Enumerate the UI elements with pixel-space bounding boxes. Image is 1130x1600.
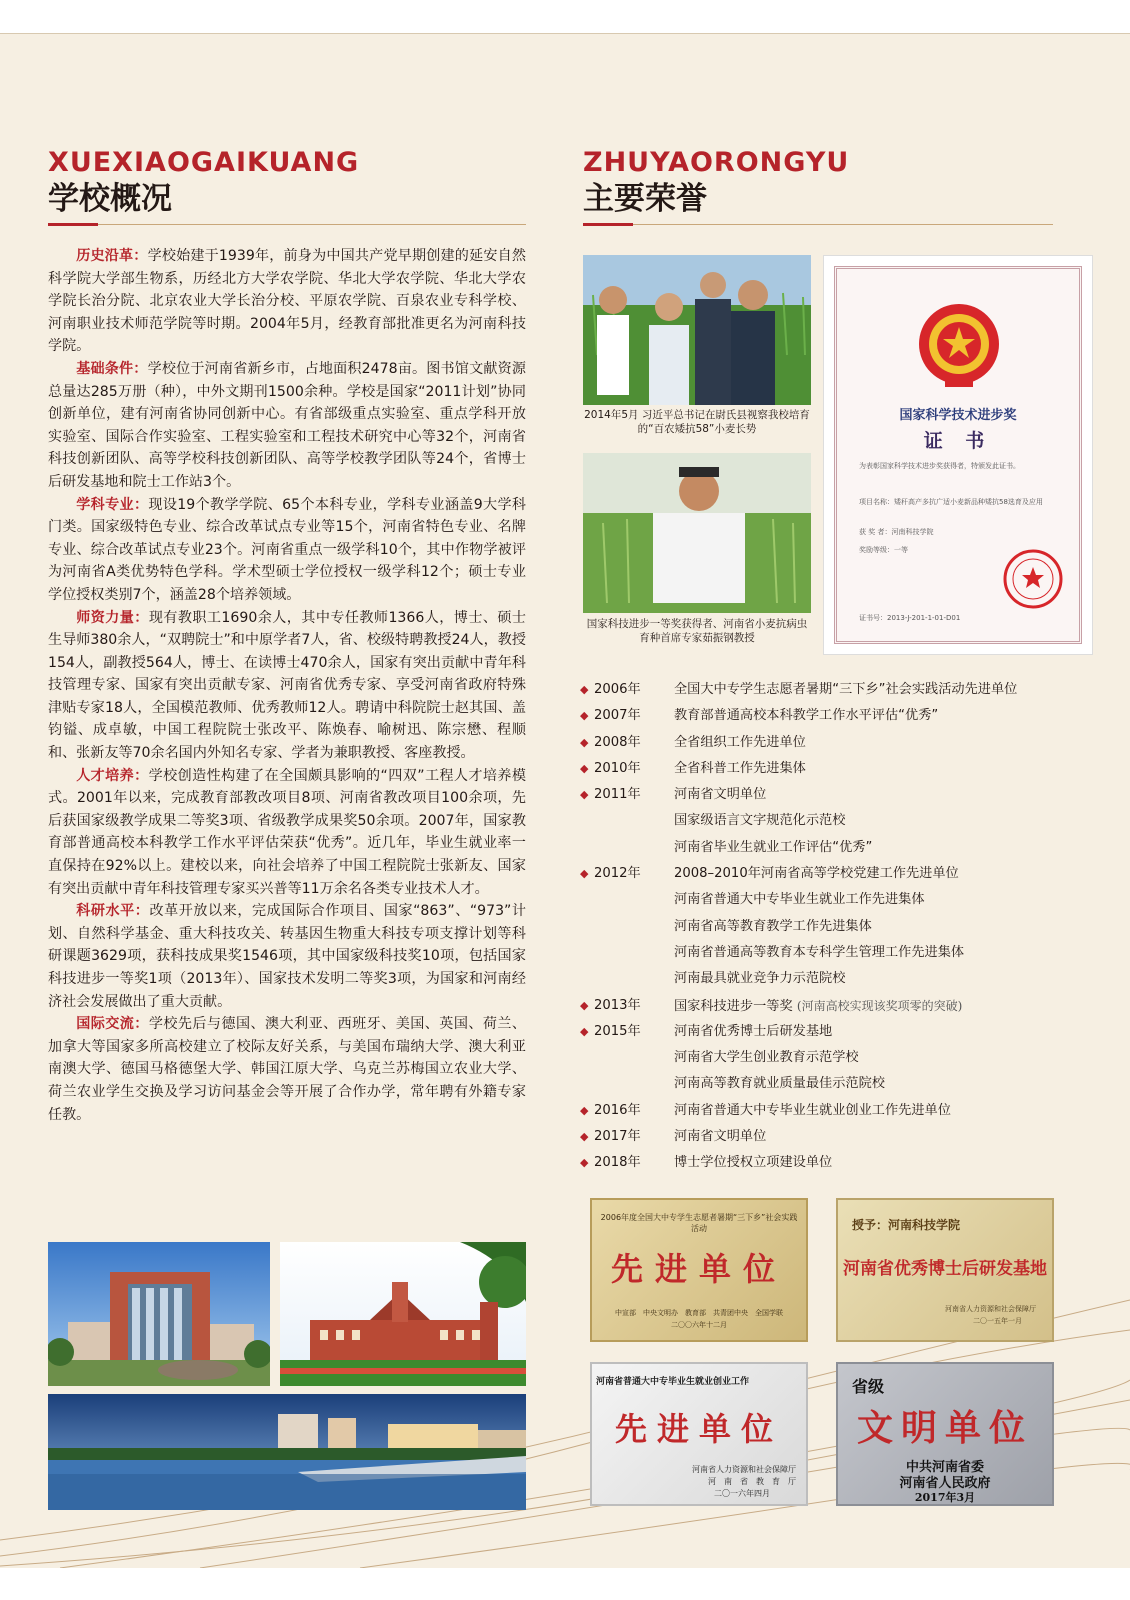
list-item: 国家级语言文字规范化示范校: [674, 813, 846, 829]
bottom-margin: [0, 1568, 1130, 1600]
diamond-bullet-icon: ◆: [580, 1103, 589, 1117]
overview-body: [48, 245, 526, 1126]
list-item: ◆ 2013年 国家科技进步一等奖 (河南高校实现该奖项零的突破): [580, 993, 1090, 1019]
photo-lake-view: [48, 1394, 526, 1510]
photo-main-building: [48, 1242, 270, 1386]
honors-list: [580, 677, 1090, 1177]
certificate-line-2: 项目名称：矮秆高产多抗广适小麦新品种矮抗58选育及应用: [859, 498, 1043, 506]
list-item: 河南省大学生创业教育示范学校: [674, 1050, 859, 1066]
list-item: ◆ 2016年 河南省普通大中专毕业生就业创业工作先进单位: [580, 1098, 1090, 1124]
list-item: 河南省普通高等教育本专科学生管理工作先进集体: [674, 944, 965, 960]
list-item: 河南省毕业生就业工作评估“优秀”: [674, 839, 873, 855]
caption-professor: 国家科技进步一等奖获得者、河南省小麦抗病虫育种首席专家茹振钢教授: [586, 618, 808, 644]
list-item: 河南省高等教育教学工作先进集体: [674, 918, 872, 934]
section-pinyin: XUEXIAOGAIKUANG: [48, 147, 360, 178]
paragraph-faculty: 师资力量：现有教职工1690余人，其中专任教师1366人，博士、硕士生导师380余人，“双聘院士”和中原学者7人，省、校级特聘教授24人，教授154人，副教授564人，博士、在读博士470余人，国家有突出贡献中青年科技管理专家、国家有突出贡献专家、河南省优秀专家、享受河南省政府特殊津贴专家18人，全国模范教师、优秀教师12人。聘请中科院院士赵其国、盖钧镒、成卓敏，中国工程院院士张改平、陈焕春、喻树迅、陈宗懋、程顺和、张新友等70余名国内外知名专家、学者为兼职教授、客座教授。: [48, 609, 526, 762]
national-emblem-icon: [837, 269, 1081, 643]
honors-title-rule: [583, 223, 1053, 227]
title-rule: [48, 223, 526, 227]
plaque-sanxiaxiang: 2006年度全国大中专学生志愿者暑期“三下乡”社会实践活动 先进单位 中宣部 中央文明办 教育部 共青团中央 全国学联 二〇〇六年十二月: [590, 1198, 808, 1342]
paragraph-international: 国际交流：学校先后与德国、澳大利亚、西班牙、美国、英国、荷兰、加拿大等国家多所高校建立了校际友好关系，与美国布瑞纳大学、澳大利亚南澳大学、德国马格德堡大学、韩国江原大学、乌克兰苏梅国立农业大学、荷兰农业学生交换及学习访问基金会等开展了合作办学，常年聘有外籍专家任教。: [48, 1016, 527, 1123]
list-item: ◆ 2010年 全省科普工作先进集体: [580, 756, 1090, 782]
list-item: ◆ 2017年 河南省文明单位: [580, 1124, 1090, 1150]
list-item: ◆ 2018年 博士学位授权立项建设单位: [580, 1150, 1090, 1176]
paragraph-training: 人才培养：学校创造性构建了在全国颇具影响的“四双”工程人才培养模式。2001年以来，完成教育部教改项目8项、河南省教改项目100余项，先后获国家级教学成果二等奖3项、省级教学成果奖50余项。2007年，国家教育部普通高校本科教学工作水平评估荣获“优秀”。近几年，毕业生就业率一直保持在92%以上。建校以来，向社会培养了中国工程院院士张新友、国家有突出贡献中青年科技管理专家买兴普等11万余名各类专业技术人才。: [48, 767, 526, 897]
list-item: ◆ 2008年 全省组织工作先进单位: [580, 730, 1090, 756]
certificate-award: 国家科学技术进步奖: [899, 408, 1017, 423]
school-overview-section: [48, 148, 526, 1126]
diamond-bullet-icon: ◆: [580, 1130, 589, 1144]
certificate-number: 证书号：2013-J-201-1-01-D01: [859, 614, 961, 622]
list-item: 河南高等教育就业质量最佳示范院校: [674, 1076, 885, 1092]
certificate-type: 证 书: [923, 430, 993, 452]
honor-note: (河南高校实现该奖项零的突破): [796, 998, 963, 1013]
list-item: ◆ 2012年 2008–2010年河南省高等学校党建工作先进单位: [580, 861, 1090, 887]
diamond-bullet-icon: ◆: [580, 1156, 589, 1170]
list-item: ◆ 2011年 河南省文明单位: [580, 782, 1090, 808]
list-item: ◆ 2007年 教育部普通高校本科教学工作水平评估“优秀”: [580, 703, 1090, 729]
diamond-bullet-icon: ◆: [580, 788, 589, 802]
diamond-bullet-icon: ◆: [580, 1024, 589, 1038]
paragraph-history: 历史沿革：学校始建于1939年，前身为中国共产党早期创建的延安自然科学院大学部生物系，历经北方大学农学院、华北大学农学院、华北大学农学院长治分院、北京农业大学长治分校、平原农学院、百泉农业专科学校、河南职业技术师范学院等时期。2004年5月，经教育部批准更名为河南科技学院。: [48, 248, 526, 355]
caption-xi-visit: 2014年5月 习近平总书记在尉氏县视察我校培育的“百农矮抗58”小麦长势: [584, 409, 810, 435]
plaque-employment-advanced: 河南省普通大中专毕业生就业创业工作 先进单位 河南省人力资源和社会保障厅 河 南 省 教 育 厅 二〇一六年四月: [590, 1362, 808, 1506]
honors-pinyin: ZHUYAORONGYU: [583, 147, 850, 178]
diamond-bullet-icon: ◆: [580, 867, 589, 881]
certificate-line-1: 为表彰国家科学技术进步奖获得者，特颁发此证书。: [859, 462, 1020, 470]
diamond-bullet-icon: ◆: [580, 735, 589, 749]
honors-section: [583, 148, 1103, 227]
list-item: 河南最具就业竞争力示范院校: [674, 971, 846, 987]
photo-xi-wheat-field: [583, 255, 811, 405]
certificate-line-3: 获 奖 者：河南科技学院: [859, 528, 934, 536]
diamond-bullet-icon: ◆: [580, 709, 589, 723]
paragraph-disciplines: 学科专业：现设19个教学学院、65个本科专业，学科专业涵盖9大学科门类。国家级特色专业、综合改革试点专业等15个，河南省特色专业、名牌专业、综合改革试点专业23个。河南省重点一级学科10个，其中作物学被评为河南省A类优势特色学科。学术型硕士学位授权一级学科12个；硕士专业学位授权类别7个，涵盖28个培养领域。: [48, 496, 526, 603]
paragraph-research: 科研水平：改革开放以来，完成国际合作项目、国家“863”、“973”计划、自然科学基金、重大科技攻关、转基因生物重大科技专项支撑计划等科研课题3629项，获科技成果奖1546项，其中国家级科技奖10项，包括国家科技进步一等奖1项（2013年）、国家技术发明二等奖3项，为国家和河南经济社会发展做出了重大贡献。: [48, 903, 526, 1010]
photo-campus-building: [280, 1242, 526, 1386]
list-item: ◆ 2006年 全国大中专学生志愿者暑期“三下乡”社会实践活动先进单位: [580, 677, 1090, 703]
diamond-bullet-icon: ◆: [580, 761, 589, 775]
list-item: ◆ 2015年 河南省优秀博士后研发基地: [580, 1019, 1090, 1045]
photo-professor-wheat: [583, 453, 811, 613]
award-certificate: [823, 255, 1093, 655]
plaque-postdoc-base: 授予：河南科技学院 河南省优秀博士后研发基地 河南省人力资源和社会保障厅 二〇一五年一月: [836, 1198, 1054, 1342]
diamond-bullet-icon: ◆: [580, 683, 589, 696]
section-title: 学校概况: [48, 181, 172, 217]
honors-title: 主要荣誉: [583, 181, 707, 217]
paragraph-facilities: 基础条件：学校位于河南省新乡市，占地面积2478亩。图书馆文献资源总量达285万册（种），中外文期刊1500余种。学校是国家“2011计划”协同创新单位，建有河南省协同创新中心。有省部级重点实验室、重点学科开放实验室、国际合作实验室、工程实验室和工程技术研究中心等32个，河南省科技创新团队、高等学校科技创新团队、高等学校教学团队等24个，省博士后研发基地和院士工作站3个。: [48, 360, 526, 490]
list-item: 河南省普通大中专毕业生就业工作先进集体: [674, 892, 925, 908]
diamond-bullet-icon: ◆: [580, 998, 589, 1012]
certificate-line-4: 奖励等级：一等: [859, 546, 908, 554]
plaque-civilized-unit: 省级 文明单位 中共河南省委 河南省人民政府 2017年3月: [836, 1362, 1054, 1506]
